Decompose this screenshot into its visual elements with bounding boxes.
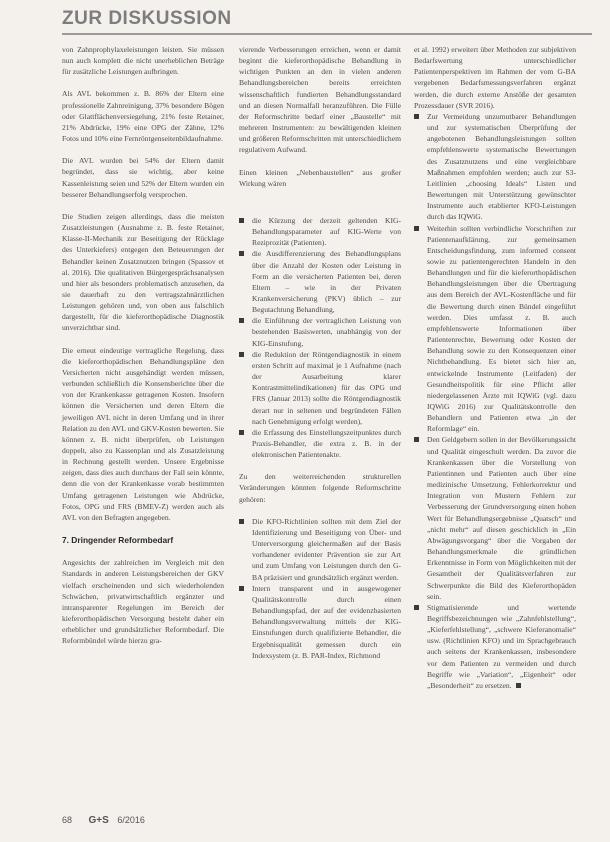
list-item: die Einführung der vertraglichen Leistung von bestehenden Basiswerten, unabhängig von der KIG-Einstufung, — [239, 315, 401, 348]
paragraph: Zu den weiterreichenden strukturellen Veränderungen könnten folgende Reformschritte gehören: — [239, 472, 401, 504]
paragraph: Als AVL bekommen z. B. 86% der Eltern eine professionelle Zahnreinigung, 37% besondere Bögen oder Glattflächenversiegelung, 21% feste Retainer, 21% Abdrücke, 19% eine OPG der Zähne, 12% Fotos und 10% eine Fernröntgenseitenbildaufnahme. — [62, 89, 224, 144]
list-item: die Reduktion der Röntgendiagnostik in einem ersten Schritt auf maximal je 1 Aufnahme (nach der Ausarbeitung klarer Kontrastmittelindikationen) für das OPG und FRS (Januar 2013) sollte die Röntgendiagnostik derart nur in seltenen und begründeten Fällen nach Genehmigung erfolgt werden), — [239, 349, 401, 427]
paragraph: Die erneut eindeutige vertragliche Regelung, dass die kieferorthopädischen Behandlungspläne den Versicherten nicht ausgehändigt werden müssen, verbunden schließlich die Konsensberichte über die von der Krankenkasse getragenen Kosten. Insofern können die Versicherten und deren Eltern die jeweiligen AVL nicht in deren Umfang und in ihrer Relation zu den AVL und GKV-Kosten bewerten. Sie können z. B. nicht überprüfen, ob Leistungen doppelt, also zu Kassenplan und als Zusatzleistung in Rechnung gestellt werden. Unsere Ergebnisse zeigen, dass dies auch durchaus der Fall sein könnte, denn die von der Krankenkasse vorab bestimmten Umfang getragenen Leistungen wie Abdrücke, Fotos, OPG und FRS (BMEV-Z) werden auch als AVL von den Befragten angegeben. — [62, 345, 224, 522]
list-item-text: Stigmatisierende und wertende Begriffsbezeichnungen wie „Zahnfehlstellung“, „Kieferfehlstellung“, „schwere Kieferanomalie“ usw. (Richtlinien KFO) und im Sprachgebrauch auch seitens der Krankenkassen, insbesondere vor dem Patienten zu vermeiden und durch Begriffe wie „Variation“, „Eigenheit“ oder „Besonderheit“ zu ersetzen. — [427, 602, 576, 690]
list-item: Die KFO-Richtlinien sollten mit dem Ziel der Identifizierung und Beseitigung von Über- und Unterversorgung gleichermaßen auf der Basis vorhandener evidenter Prävention sie zur Art und zum Umfang von Leistungen durch den G-BA präzisiert und grundsätzlich ergänzt werden. — [239, 516, 401, 583]
page-footer — [62, 815, 145, 826]
journal-name: G+S — [88, 815, 109, 826]
bullet-list — [414, 111, 576, 691]
text-column-3 — [414, 44, 576, 691]
bullet-list — [239, 516, 401, 661]
paragraph: vierende Verbesserungen erreichen, wenn er damit beginnt die kieferorthopädische Behandlung in wichtigen Punkten an den in vielen anderen Behandlungsbereichen bereits erreichten wissenschaftlich fundierten Behandlungsstandard und an diesen Normalfall heranzuführen. Die Fülle der Reformschritte bedarf einer „Baustelle“ mit mehreren Instrumenten: zu bewältigenden kleinen und größeren Reformschritten mit unterschiedlichem regulativem Aufwand. — [239, 45, 401, 155]
list-item: Weiterhin sollten verbindliche Vorschriften zur Patientenaufklärung, zur gemeinsamen Entscheidungsfindung, zum informed consent sowie zu patientengerechten Handeln in den Behandlungen und für die kieferorthopädischen Behandlungsleistungen über die Übertragung aus dem Bereich der AVL-Kostenfläche und für die Bewertung durch einen Bündel eingeführt werden. Dies umfasst z. B. auch empfehlenswerte Informationen über Patientenrechte, Bewertung oder Kosten der Behandlung sowie zu den Konsequenzen einer Nichtbehandlung. Es bietet sich hier an, entwickelnde Instrumente (Leitfaden) der Gesundheitspolitik für eine Pflicht aller niedergelassenen Ärzte mit IQWiG (vgl. dazu IQWiG 2016) zur Qualitätskontrolle den Behandlern und Patienten etwa „in der Reformlage“ ein. — [414, 223, 576, 435]
end-of-article-mark — [516, 683, 521, 688]
bullet-list — [239, 215, 401, 460]
list-item — [414, 602, 576, 691]
paragraph: Die Studien zeigen allerdings, dass die meisten Zusatzleistungen (Ausnahme z. B. feste Retainer, Klasse-II-Mechanik zur Beseitigung der Rücklage des Unterkiefers) entgegen den Beteuerungen der Behandler keinen Zusatznutzen bringen (Spassov et al. 2016). Die qualitativen Bürgergesprächsanalysen und hier als besonders problematisch anzusehen, da sie dauerhaft zu den vertragszahnärztlichen Leistungen gehören und, von oben aus falschlich dargestellt, für die kieferorthopädische Diagnostik unverzichtbar sind. — [62, 211, 224, 333]
list-item: Intern transparent und in ausgewogener Qualitätskontrolle durch einen Behandlungspfad, der auf der evidenzbasierten Behandlungsverwaltung mittels der KIG-Einstufungen durch qualifizierte Behandler, die Ergebnisqualität gemessen durch ein Indexsystem (z. B. PAR-Index, Richmond — [239, 583, 401, 661]
journal-issue: 6/2016 — [117, 815, 145, 825]
paragraph: Die AVL wurden bei 54% der Eltern damit begründet, dass sie wichtig, aber keine Kassenleistung seien und 52% der Eltern wurden ein besserer Behandlungserfolg versprochen. — [62, 156, 224, 199]
text-column-1 — [62, 44, 224, 647]
paragraph: Angesichts der zahlreichen im Vergleich mit den Standards in anderen Leistungsbereichen der GKV vielfach erscheinenden und sich wiederholenden Schwächen, privatwirtschaftlich ergänzter und intransparenter Regelungen im Bereich der kieferorthopädischen Versorgung besteht daher ein erheblicher und grundsätzlicher Reformbedarf. Die Reformbündel würde hierzu gra- — [62, 558, 224, 646]
list-item: die Kürzung der derzeit geltenden KIG-Behandlungsparameter auf KIG-Werte von Reziprozität (Patienten). — [239, 215, 401, 248]
section-title: ZUR DISKUSSION — [62, 8, 232, 29]
text-column-2 — [239, 44, 401, 661]
list-item: die Erfassung des Einstellungszeitpunktes durch Praxis-Behandler, die extra z. B. in der elektronischen Patientenakte. — [239, 427, 401, 460]
paragraph: et al. 1992) erweitert über Methoden zur subjektiven Bedarfswertung unterschiedlicher Patientenperspektiven im Rahmen der vom G-BA vergebenen Bedarfsmessungsverfahren ergänzt werden, die durch externe Anstöße der gesamten Prozessdauer (SVR 2016). — [414, 45, 576, 110]
list-item: Zur Vermeidung unzumutbarer Behandlungen und zur systematischen Überprüfung der angebotenen Behandlungsleistungen sollten empfehlenswerte systematische Bewertungen des Zusatznutzens und eine vergleichbare Maßnahmen empfohlen werden; auch zur S3-Leitlinien „choosing Ideals“ Listen und Bewertungen mit Unterstützung gewünschter Instrumente auch etablierter KFO-Leistungen durch das IQWiG. — [414, 111, 576, 223]
list-item: Den Geldgebern sollen in der Bevölkerungssicht und Qualität eingeschult werden. Da zuvor die Krankenkassen über die Vorstellung von Patientinnen und Patienten auch über eine medizinische Umsetzung, Fehlerkorrektur und Integration von Mustern Fehlern zur Verbesserung der Grundversorgung einen hohen Wert für Behandlungsergebnisse „Quatsch“ und „nicht mehr“ auf diesen geschicklich in „Ein Abwägungsvorgang“ über die Vorgaben der Behandlungsmerkmale die gründlichen Erkenntnisse in Form von Möglichkeiten mit der Gesamtheit der Qualitätsverfahren zur Schwerpunkte die Bild des Kieferorthopäden sein. — [414, 434, 576, 601]
paragraph: von Zahnprophylaxeleistungen leisten. Sie müssen nun auch komplett die nicht unerheblichen Beträge für zusätzliche Leistungen aufbringen. — [62, 45, 224, 77]
list-item: die Ausdifferenzierung des Behandlungsplans über die Anzahl der Kosten oder Leistung in Form an die versicherten Patienten bei, deren Eltern – wie in der Privaten Krankenversicherung (PKV) üblich – zur Begutachtung Behandlung, — [239, 248, 401, 315]
page-number: 68 — [62, 815, 73, 825]
header-divider — [62, 33, 592, 35]
section-heading: 7. Dringender Reformbedarf — [62, 535, 174, 546]
paragraph: Einen kleinen „Nebenbaustellen“ aus großer Wirkung wären — [239, 167, 401, 188]
